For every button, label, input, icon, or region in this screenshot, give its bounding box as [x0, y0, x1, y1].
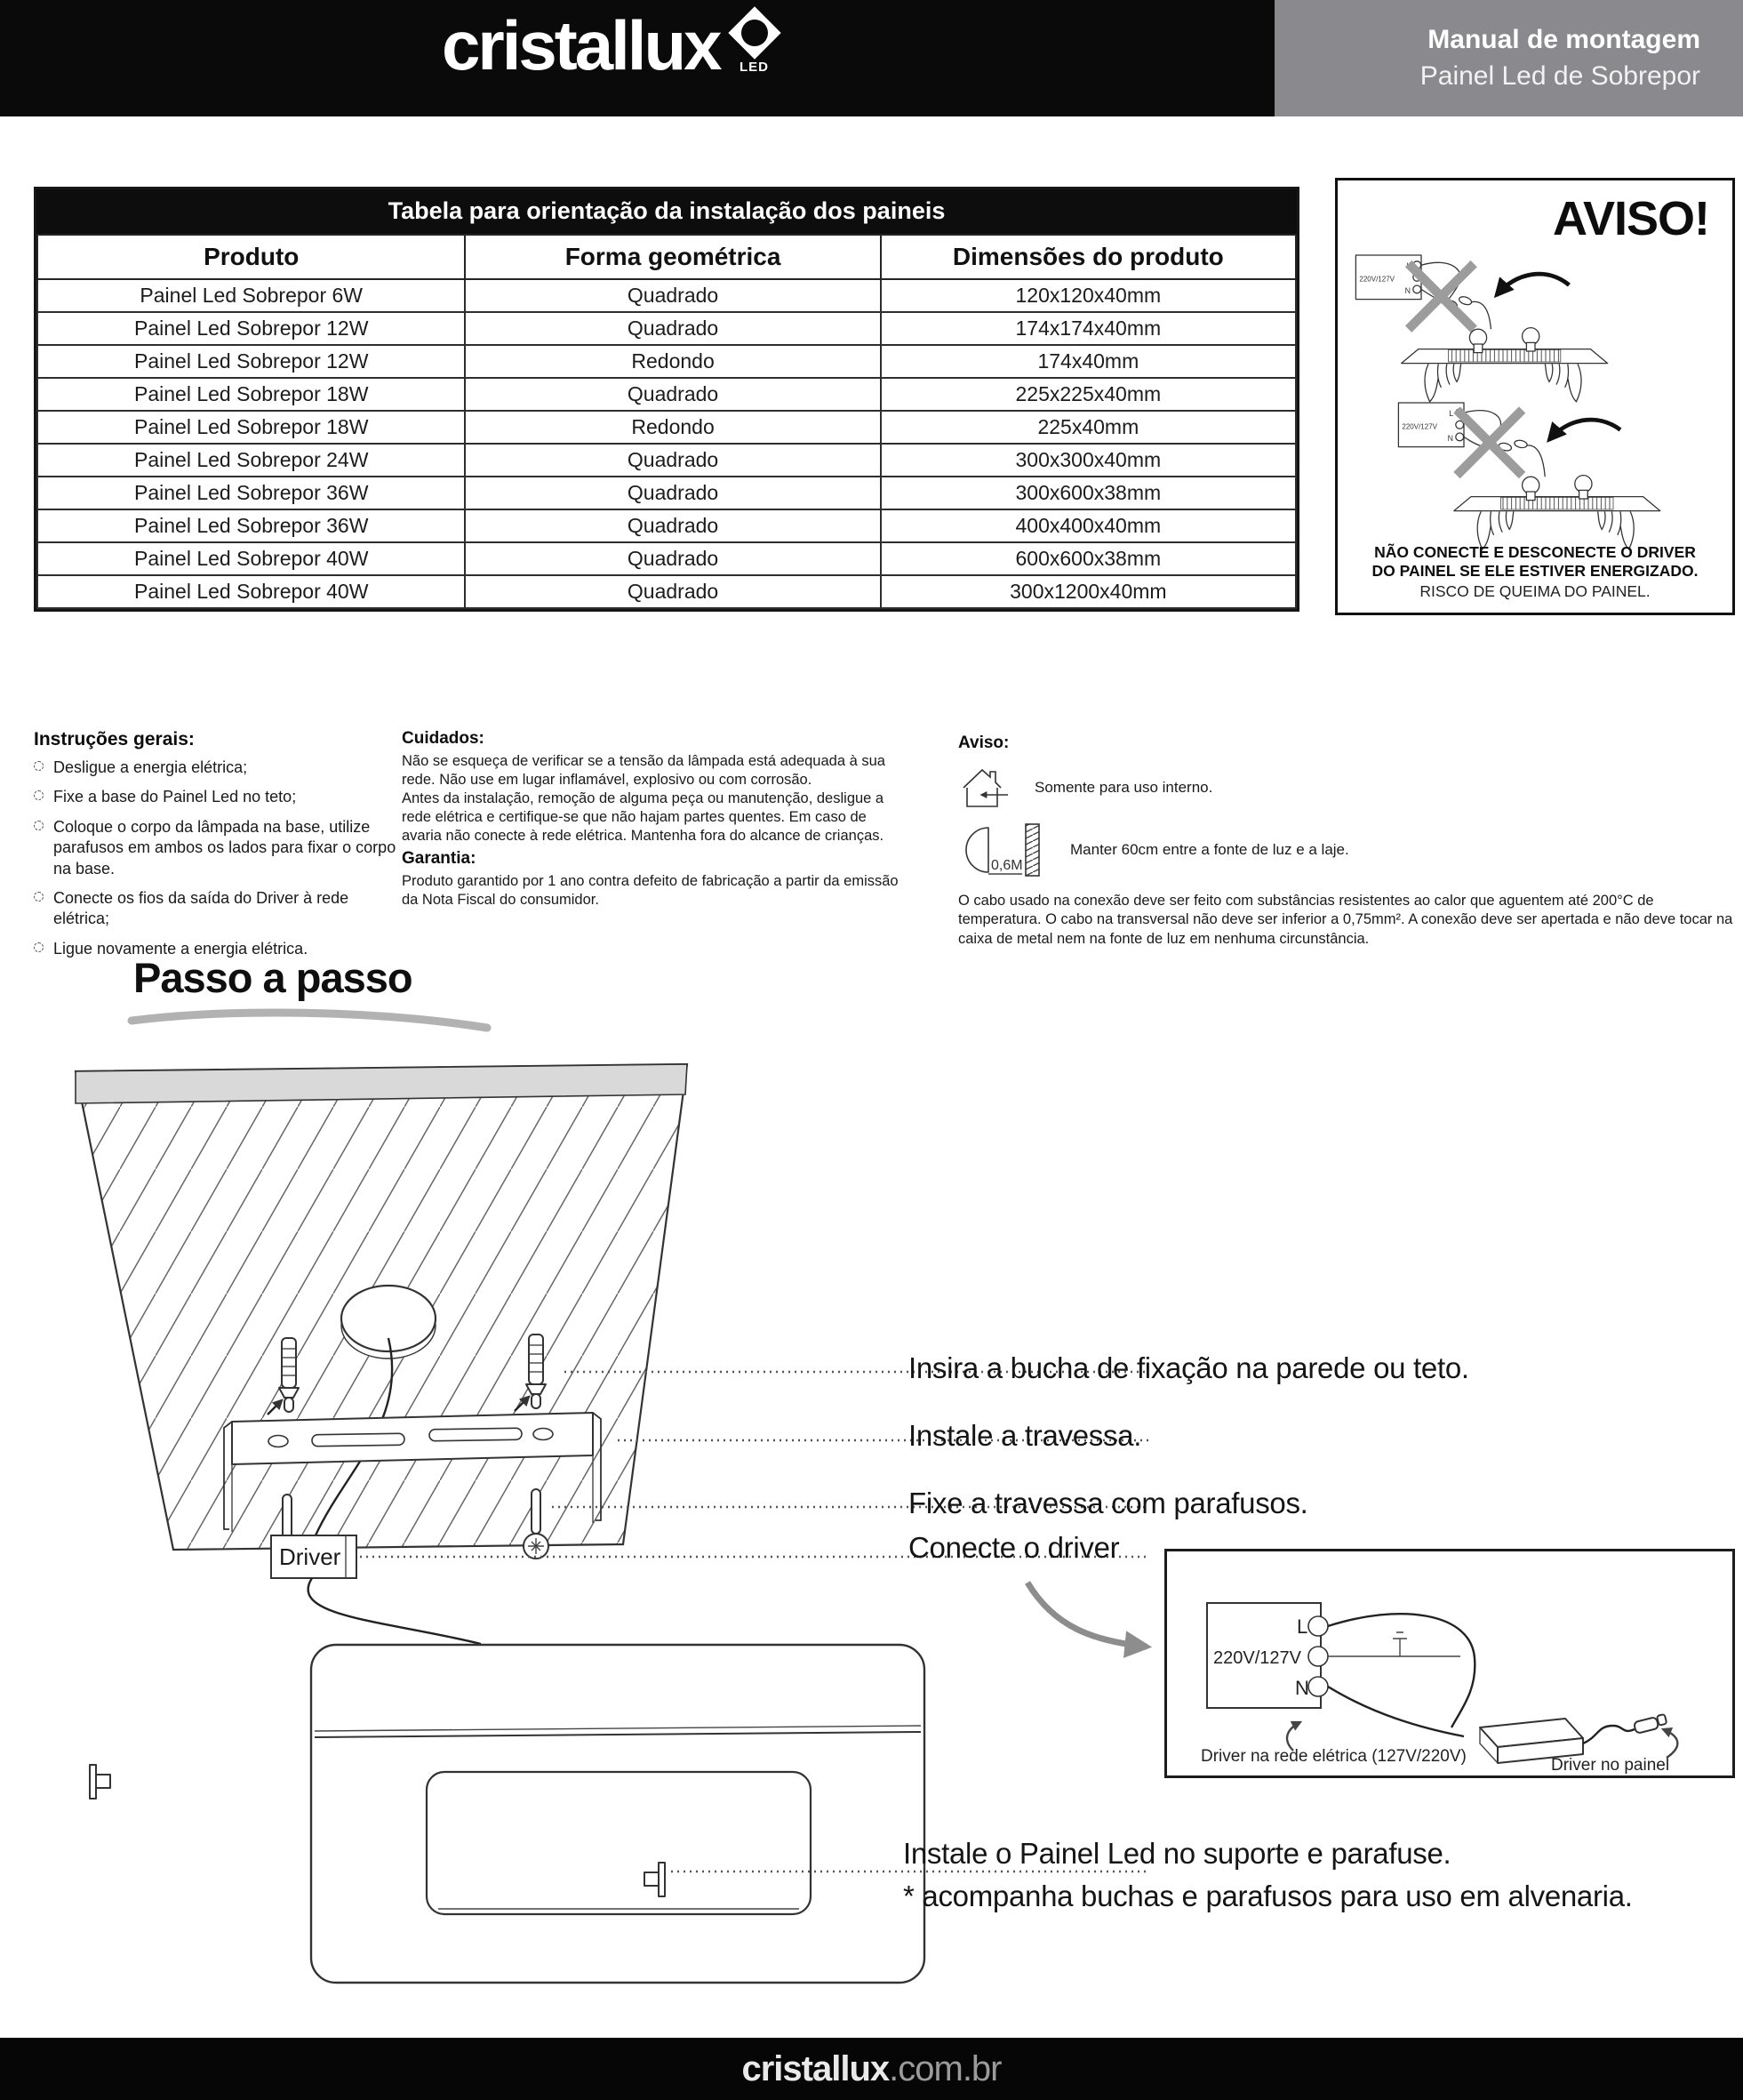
- driver-connection-inset: [1164, 1549, 1735, 1778]
- aviso-warning-regular: RISCO DE QUEIMA DO PAINEL.: [1419, 582, 1651, 601]
- table-row: Painel Led Sobrepor 40W Quadrado 300x1200x40mm: [37, 575, 1296, 608]
- step-1-text: Insira a bucha de fixação na parede ou teto.: [908, 1351, 1469, 1384]
- svg-text:Driver: Driver: [279, 1543, 341, 1570]
- step-3-text: Fixe a travessa com parafusos.: [908, 1487, 1308, 1519]
- circle-bullet-icon: [34, 892, 44, 902]
- manual-subtitle: Painel Led de Sobrepor: [1419, 60, 1700, 91]
- table-row: Painel Led Sobrepor 6W Quadrado 120x120x40mm: [37, 279, 1296, 312]
- cuidados-section: [402, 729, 907, 846]
- list-item: Coloque o corpo da lâmpada na base, utilize parafusos em ambos os lados para fixar o corpo na base.: [34, 817, 400, 879]
- svg-text:220V/127V: 220V/127V: [1213, 1648, 1301, 1668]
- cuidados-title: Cuidados:: [402, 729, 484, 748]
- svg-text:Driver na rede elétrica (127V/: Driver na rede elétrica (127V/220V): [1201, 1747, 1467, 1766]
- brand-name: cristallux: [442, 6, 720, 84]
- circle-bullet-icon: [34, 761, 44, 771]
- list-item: Desligue a energia elétrica;: [34, 757, 400, 778]
- svg-text:Driver no painel: Driver no painel: [1551, 1756, 1670, 1775]
- garantia-title: Garantia:: [402, 849, 476, 868]
- footer-domain: .com.br: [889, 2048, 1002, 2088]
- table-row: Painel Led Sobrepor 12W Quadrado 174x174x40mm: [37, 312, 1296, 345]
- table-row: Painel Led Sobrepor 36W Quadrado 400x400x40mm: [37, 509, 1296, 542]
- table-row: Painel Led Sobrepor 12W Redondo 174x40mm: [37, 345, 1296, 378]
- passo-a-passo-title: Passo a passo: [133, 954, 412, 1001]
- circle-bullet-icon: [34, 942, 44, 952]
- footer-bar: [0, 2038, 1743, 2100]
- manual-title: Manual de montagem: [1427, 25, 1700, 54]
- cuidados-paragraph-1: Não se esqueça de verificar se a tensão da lâmpada está adequada à sua rede. Não use em lugar inflamável, explosivo ou com corrosão.: [402, 753, 885, 789]
- final-note-text: * acompanha buchas e parafusos para uso em alvenaria.: [903, 1880, 1633, 1912]
- instrucoes-title: Instruções gerais:: [34, 729, 195, 749]
- inset-pointer-arrow: [1011, 1575, 1167, 1669]
- brand-led-label: LED: [740, 60, 770, 75]
- list-item: Ligue novamente a energia elétrica.: [34, 939, 400, 959]
- table-title: Tabela para orientação da instalação dos paineis: [36, 189, 1297, 234]
- cuidados-paragraph-2: Antes da instalação, remoção de alguma peça ou manutenção, desligue a rede elétrica e certifique-se que não hajam partes quentes. Em caso de avaria não conecte à rede elétrica. Mantenha fora do alcance de crianças.: [402, 790, 884, 845]
- led-panel: [311, 1645, 924, 1983]
- svg-text:N: N: [1404, 286, 1411, 296]
- footer-brand: cristallux: [741, 2048, 890, 2088]
- aviso-warning-text: [1338, 543, 1732, 603]
- col-produto: Produto: [37, 235, 465, 279]
- table-row: Painel Led Sobrepor 18W Quadrado 225x225x40mm: [37, 378, 1296, 411]
- aviso-section-title: Aviso:: [958, 733, 1010, 752]
- aviso-title: AVISO!: [1552, 192, 1709, 245]
- aviso-illustration: [1339, 239, 1734, 552]
- garantia-text: Produto garantido por 1 ano contra defeito de fabricação a partir da emissão da Nota Fiscal do consumidor.: [402, 873, 899, 909]
- title-underline-swoosh: [124, 1003, 498, 1038]
- table-row: Painel Led Sobrepor 36W Quadrado 300x600x38mm: [37, 477, 1296, 509]
- table-row: Painel Led Sobrepor 24W Quadrado 300x300x40mm: [37, 444, 1296, 477]
- svg-text:N: N: [1447, 434, 1453, 444]
- aviso-warning-bold: NÃO CONECTE E DESCONECTE O DRIVER DO PAINEL SE ELE ESTIVER ENERGIZADO.: [1371, 542, 1699, 581]
- brand-diamond-icon: [729, 14, 780, 75]
- aviso-item-interno: Somente para uso interno.: [958, 765, 1742, 810]
- header-bar: [0, 0, 1275, 116]
- cable-warning-paragraph: O cabo usado na conexão deve ser feito com substâncias resistentes ao calor que aguentem até 200°C de temperatura. O cabo na transversal não deve ser inferior a 0,75mm². A conexão deve ser apertada e não deve tocar na caixa de metal nem na fonte de luz em nenhuma circunstância.: [958, 893, 1733, 947]
- svg-text:0,6M: 0,6M: [991, 858, 1023, 873]
- driver-label-box: [271, 1535, 481, 1644]
- circle-bullet-icon: [34, 821, 44, 830]
- brand-logo: [442, 6, 780, 84]
- step-2-text: Instale a travessa.: [908, 1419, 1142, 1452]
- ceiling-panel: [76, 1064, 687, 1550]
- svg-text:L: L: [1449, 409, 1454, 419]
- col-forma: Forma geométrica: [465, 235, 880, 279]
- lamp-distance-icon: [958, 822, 1047, 878]
- diamond-shape: [728, 6, 780, 59]
- driver-wiring-diagram: [1167, 1551, 1732, 1775]
- svg-text:220V/127V: 220V/127V: [1359, 275, 1395, 284]
- svg-text:220V/127V: 220V/127V: [1402, 422, 1437, 431]
- table-header-row: [37, 235, 1296, 279]
- svg-text:N: N: [1295, 1677, 1309, 1699]
- final-step-text: Instale o Painel Led no suporte e parafuse.: [903, 1837, 1451, 1870]
- manual-title-box: [1275, 0, 1743, 116]
- house-icon: [958, 765, 1011, 810]
- table-row: Painel Led Sobrepor 18W Redondo 225x40mm: [37, 411, 1296, 444]
- table-row: Painel Led Sobrepor 40W Quadrado 600x600x38mm: [37, 542, 1296, 575]
- col-dimensoes: Dimensões do produto: [881, 235, 1296, 279]
- instrucoes-gerais-section: [34, 729, 400, 968]
- svg-text:L: L: [1297, 1615, 1308, 1638]
- side-screw: [90, 1765, 110, 1799]
- aviso-item-distancia: 0,6M Manter 60cm entre a fonte de luz e a laje.: [958, 822, 1742, 878]
- list-item: Fixe a base do Painel Led no teto;: [34, 787, 400, 807]
- list-item: Conecte os fios da saída do Driver à rede elétrica;: [34, 888, 400, 930]
- circle-bullet-icon: [34, 790, 44, 800]
- orientation-table: [34, 187, 1299, 612]
- step-4-text: Conecte o driver: [908, 1531, 1120, 1564]
- aviso-section: [958, 733, 1742, 890]
- aviso-warning-box: [1335, 178, 1735, 615]
- garantia-section: [402, 849, 907, 910]
